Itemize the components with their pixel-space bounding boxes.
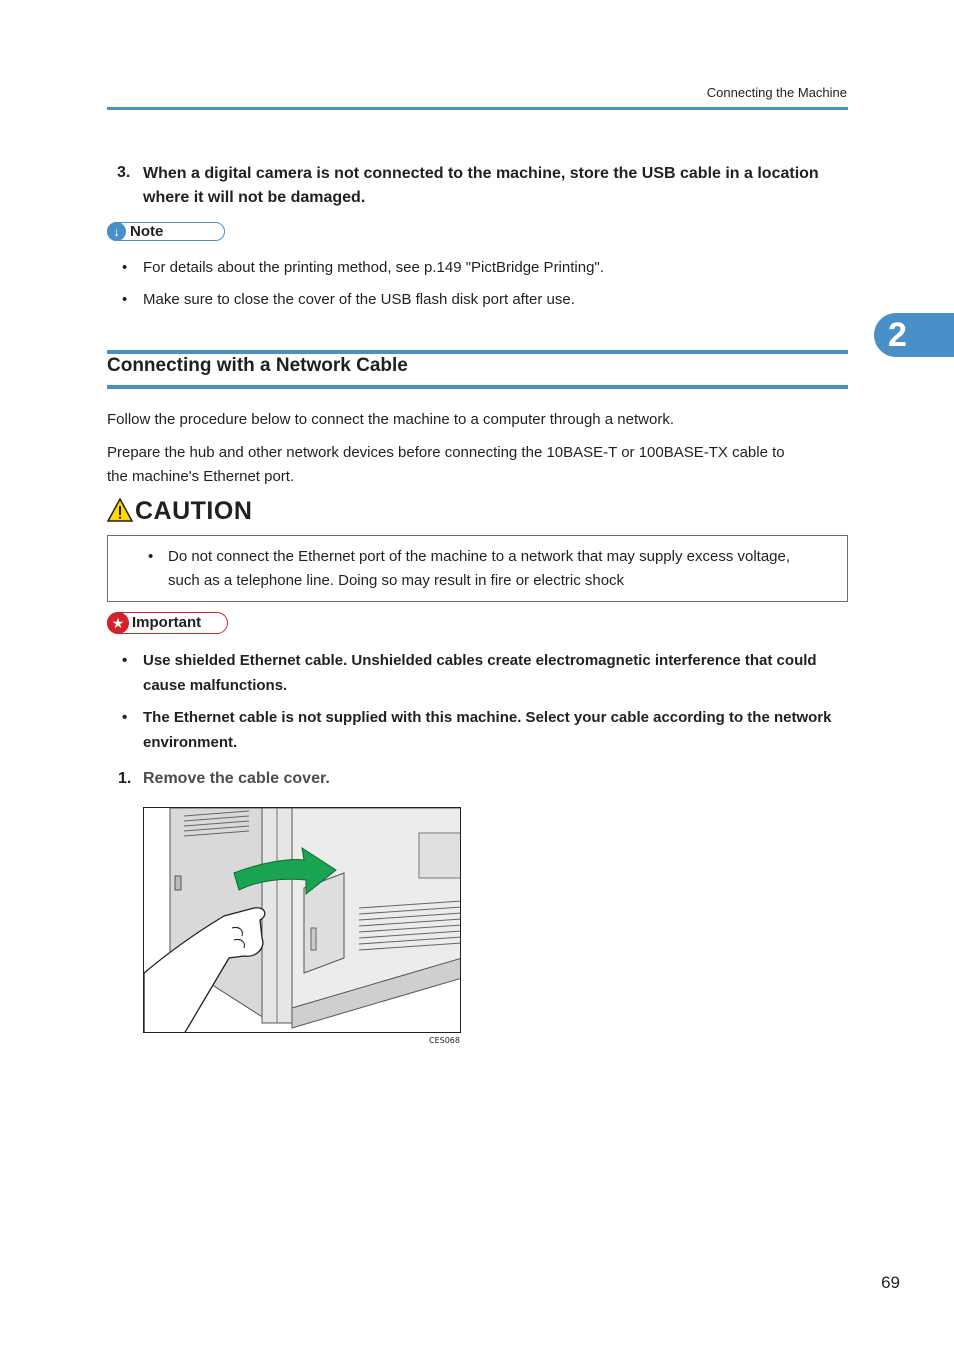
step-1-number: 1. <box>118 770 132 787</box>
important-label: Important <box>132 614 202 631</box>
important-badge <box>107 612 228 634</box>
printer-cable-cover-illustration <box>144 808 461 1033</box>
caution-item-text <box>168 545 790 593</box>
page-number: 69 <box>881 1273 900 1292</box>
caution-box <box>107 535 848 602</box>
note-badge <box>107 222 225 241</box>
bullet-dot: • <box>122 652 128 669</box>
step-1-text: Remove the cable cover. <box>143 770 330 787</box>
paragraph-line: Prepare the hub and other network devices before connecting the 10BASE-T or 100BASE-TX cable to <box>107 444 785 461</box>
step-3-text <box>143 162 848 210</box>
paragraph-line: the machine's Ethernet port. <box>107 468 295 485</box>
step-3-number: 3. <box>117 164 131 181</box>
chapter-number: 2 <box>888 316 907 354</box>
caution-line: such as a telephone line. Doing so may result in fire or electric shock <box>168 572 625 589</box>
important-line: The Ethernet cable is not supplied with this machine. Select your cable according to the network <box>143 709 832 726</box>
step-3-line-1: When a digital camera is not connected to the machine, store the USB cable in a location <box>143 165 819 182</box>
important-line: cause malfunctions. <box>143 677 288 694</box>
header-rule <box>107 107 848 110</box>
section-title: Connecting with a Network Cable <box>107 355 408 376</box>
note-item-text: Make sure to close the cover of the USB flash disk port after use. <box>143 291 575 308</box>
important-line: Use shielded Ethernet cable. Unshielded cables create electromagnetic interference that could <box>143 652 817 669</box>
paragraph: Follow the procedure below to connect the machine to a computer through a network. <box>107 411 674 428</box>
bullet-dot: • <box>148 548 154 565</box>
note-label: Note <box>130 223 164 240</box>
warning-triangle-icon <box>107 498 133 522</box>
note-item-text: For details about the printing method, see p.149 "PictBridge Printing". <box>143 259 604 276</box>
paragraph <box>107 441 848 489</box>
running-header: Connecting the Machine <box>706 85 847 100</box>
figure-code: CES068 <box>429 1036 460 1045</box>
section-rule-bottom <box>107 385 848 389</box>
bullet-dot: • <box>122 709 128 726</box>
bullet-dot: • <box>122 291 128 308</box>
important-line: environment. <box>143 734 238 751</box>
caution-label: CAUTION <box>135 497 253 525</box>
star-icon: ★ <box>107 612 129 634</box>
section-rule-top <box>107 350 848 354</box>
illustration <box>143 807 461 1033</box>
caution-line: Do not connect the Ethernet port of the machine to a network that may supply excess voltage, <box>168 548 791 565</box>
important-item-text <box>143 648 817 698</box>
down-arrow-icon: ↓ <box>107 222 126 241</box>
bullet-dot: • <box>122 259 128 276</box>
chapter-tab <box>874 313 954 357</box>
step-3-line-2: where it will not be damaged. <box>143 189 366 206</box>
important-item-text <box>143 705 831 755</box>
